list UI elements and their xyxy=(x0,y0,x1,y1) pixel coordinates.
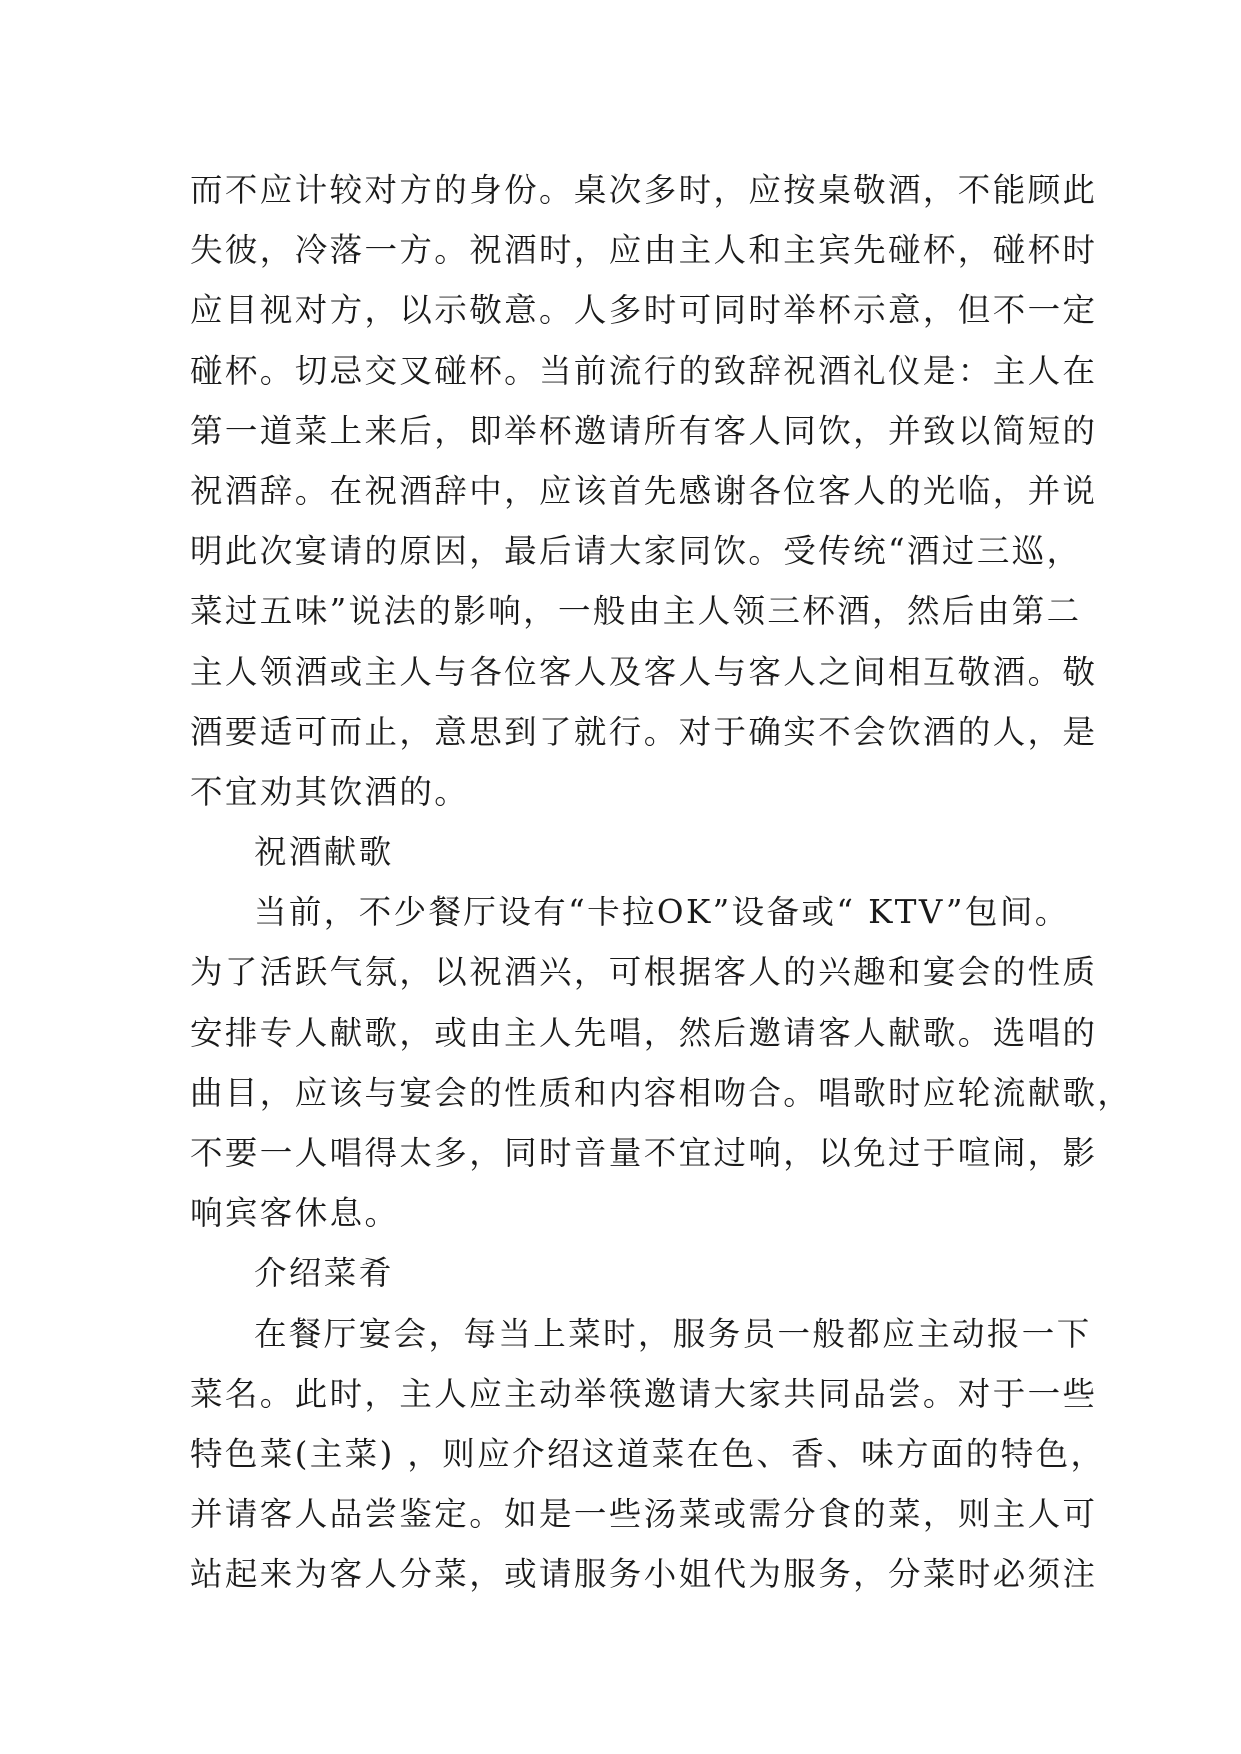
text-line: 站起来为客人分菜，或请服务小姐代为服务，分菜时必须注 xyxy=(190,1555,1098,1594)
text-line: 碰杯。切忌交叉碰杯。当前流行的致辞祝酒礼仪是：主人在 xyxy=(190,351,1098,390)
text-line: 祝酒辞。在祝酒辞中，应该首先感谢各位客人的光临，并说 xyxy=(190,471,1098,510)
text-line: 不要一人唱得太多，同时音量不宜过响，以免过于喧闹，影 xyxy=(190,1134,1098,1172)
text-line: 应目视对方，以示敬意。人多时可同时举杯示意，但不一定 xyxy=(190,291,1098,330)
text-line: 第一道菜上来后，即举杯邀请所有客人同饮，并致以简短的 xyxy=(190,411,1098,450)
text-line: 而不应计较对方的身份。桌次多时，应按桌敬酒，不能顾此 xyxy=(190,171,1098,209)
text-line: 响宾客休息。 xyxy=(190,1194,400,1233)
text-line: 明此次宴请的原因，最后请大家同饮。受传统“酒过三巡， xyxy=(190,532,1082,571)
text-line: 并请客人品尝鉴定。如是一些汤菜或需分食的菜，则主人可 xyxy=(190,1495,1098,1534)
text-line: 曲目，应该与宴会的性质和内容相吻合。唱歌时应轮流献歌， xyxy=(190,1073,1133,1112)
body-text xyxy=(190,160,1133,1605)
text-line: 酒要适可而止，意思到了就行。对于确实不会饮酒的人，是 xyxy=(190,712,1098,751)
text-line: 菜名。此时，主人应主动举筷邀请大家共同品尝。对于一些 xyxy=(190,1374,1098,1413)
text-line: 主人领酒或主人与各位客人及客人与客人之间相互敬酒。敬 xyxy=(190,652,1098,691)
paragraph-first-line: 当前，不少餐厅设有“卡拉OK”设备或“ KTV”包间。 xyxy=(254,893,1070,932)
text-line: 为了活跃气氛，以祝酒兴，可根据客人的兴趣和宴会的性质 xyxy=(190,953,1098,992)
text-line: 失彼，冷落一方。祝酒时，应由主人和主宾先碰杯，碰杯时 xyxy=(190,231,1098,270)
text-line: 安排专人献歌，或由主人先唱，然后邀请客人献歌。选唱的 xyxy=(190,1013,1098,1052)
text-line: 菜过五味”说法的影响，一般由主人领三杯酒，然后由第二 xyxy=(190,592,1082,631)
text-line: 特色菜(主菜) ，则应介绍这道菜在色、香、味方面的特色， xyxy=(190,1434,1106,1473)
paragraph-first-line: 在餐厅宴会，每当上菜时，服务员一般都应主动报一下 xyxy=(254,1314,1092,1353)
section-heading: 介绍菜肴 xyxy=(254,1254,394,1293)
section-heading: 祝酒献歌 xyxy=(254,833,394,872)
text-line: 不宜劝其饮酒的。 xyxy=(190,772,470,811)
